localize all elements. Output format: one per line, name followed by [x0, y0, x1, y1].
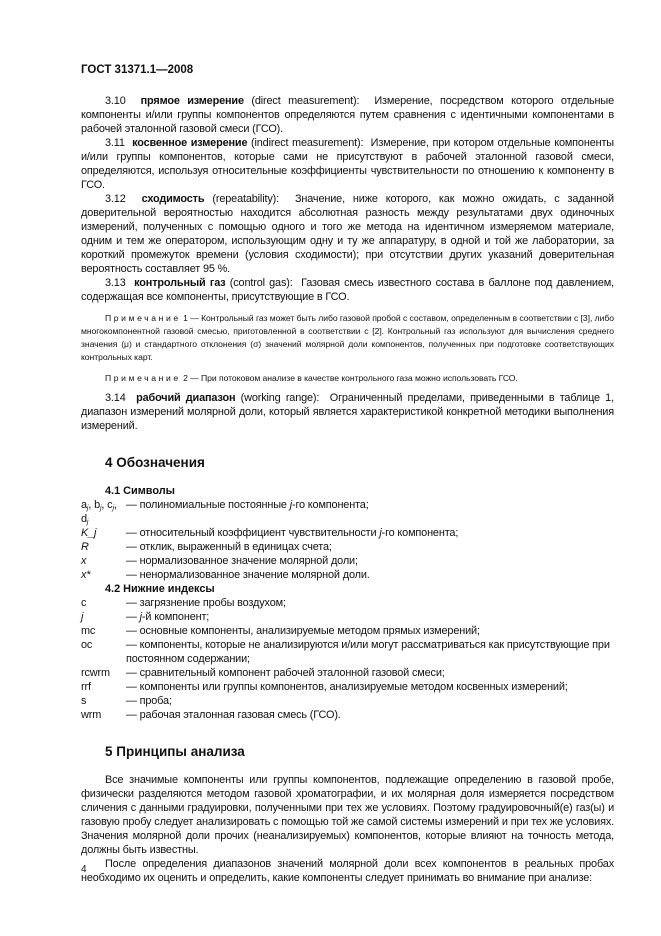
note-num: 1	[183, 313, 188, 323]
symbol: rrf	[81, 681, 91, 693]
section-4-title: 4 Обозначения	[105, 455, 205, 470]
symbol-description: — загрязнение пробы воздухом;	[126, 597, 286, 609]
symbol-description: — j-й компонент;	[126, 611, 210, 623]
definitions	[81, 94, 614, 304]
list-item	[81, 526, 614, 540]
symbol-description: — отклик, выраженный в единицах счета;	[126, 541, 332, 553]
symbol-description: — компоненты или группы компонентов, анализируемые методом косвенных измерений;	[126, 681, 568, 693]
symbol-description: — основные компоненты, анализируемые методом прямых измерений;	[126, 625, 480, 637]
list-item	[81, 694, 614, 708]
list-item	[81, 680, 614, 694]
list-item	[81, 554, 614, 568]
list-item	[81, 540, 614, 554]
definition-3-11	[81, 136, 614, 192]
def-en: (working range):	[240, 392, 320, 404]
symbol: K_j	[81, 527, 97, 539]
symbol: oc	[81, 639, 93, 651]
symbol-description: — компоненты, которые не анализируются и/или могут рассматриваться как присутствующие при постоянном содержании;	[126, 639, 610, 665]
def-en: (direct measurement):	[251, 95, 360, 107]
symbol: mc	[81, 625, 96, 637]
section-4-1-title: 4.1 Символы	[105, 485, 175, 497]
symbol-description: — относительный коэффициент чувствительности j-го компонента;	[126, 527, 459, 539]
definition-3-10	[81, 94, 614, 136]
note	[81, 312, 614, 364]
note-num: 2	[183, 373, 188, 383]
definition-3-13	[81, 276, 614, 304]
symbol: $a_j$, $b_j$, $c_j$, $d_j$	[81, 499, 117, 526]
def-text: Газовая смесь известного состава в баллоне под давлением, содержащая все компоненты, присутствующие в ГСО.	[81, 277, 614, 303]
def-num: 3.11	[105, 137, 125, 149]
note	[81, 372, 614, 385]
symbol: c	[81, 597, 87, 609]
list-item	[81, 624, 614, 638]
symbol: j	[81, 611, 84, 623]
symbol: R	[81, 541, 89, 553]
def-en: (indirect measurement):	[251, 137, 364, 149]
symbols-list	[81, 498, 614, 582]
def-term: косвенное измерение	[132, 137, 248, 149]
def-num: 3.12	[105, 193, 126, 205]
section-5-title: 5 Принципы анализа	[105, 744, 245, 759]
list-item	[81, 568, 614, 582]
def-num: 3.14	[105, 392, 126, 404]
note-text: — Контрольный газ может быть либо газовой пробой с составом, определенным в соответствии с [3], либо многокомпонентной газовой смесью, приготовленной в соответствии с [2]. Контрольный газ используют для вычисления среднего значения (μ) и стандартного отклонения (σ) значений молярной доли компонентов, полученных при подготовке соответствующих контрольных карт.	[81, 313, 615, 362]
document-page	[81, 64, 614, 885]
symbol: wrm	[81, 709, 102, 721]
symbol: rcwrm	[81, 667, 110, 679]
def-term: сходимость	[141, 193, 205, 205]
def-term: рабочий диапазон	[136, 392, 236, 404]
def-num: 3.10	[105, 95, 126, 107]
symbol: s	[81, 695, 87, 707]
note-text: — При потоковом анализе в качестве контрольного газа можно использовать ГСО.	[190, 373, 518, 383]
def-text: Значение, ниже которого, как можно ожидать, с заданной доверительной вероятностью находится абсолютная разность между результатами двух одиночных измерений, полученных с помощью одного и того же метода на идентичном измеряемом материале, одним и тем же оператором, использующим одну и ту же аппаратуру, в одной и той же лаборатории, за короткий промежуток времени (условия сходимости); при отсутствии других указаний доверительная вероятность составляет 95 %.	[81, 193, 614, 275]
def-text: Измерение, посредством которого отдельные компоненты и/или группы компонентов определяются путем сравнения с идентичными компонентами в рабочей эталонной газовой смеси (ГСО).	[81, 95, 614, 135]
symbol-description: — проба;	[126, 695, 172, 707]
list-item	[81, 666, 614, 680]
note-label: Примечание	[105, 373, 181, 383]
section-5-paragraph: Все значимые компоненты или группы компонентов, подлежащие определению в газовой пробе, физически разделяются методом газовой хроматографии, и их молярная доля измеряется посредством сличения с данными градуировки, полученными при тех же условиях. Поэтому градуировочный(е) газ(ы) и газовую пробу следует анализировать с помощью той же самой системы измерений и при тех же условиях. Значения молярной доли прочих (неанализируемых) компонентов, которые влияют на точность метода, должны быть известны.	[81, 774, 614, 856]
symbol-description: — нормализованное значение молярной доли;	[126, 555, 358, 567]
def-text: Ограниченный пределами, приведенными в таблице 1, диапазон измерений молярной доли, который является характеристикой конкретной методики выполнения измерений.	[81, 392, 614, 432]
definition-3-14	[81, 391, 614, 433]
notes	[81, 312, 614, 385]
section-5-paragraph: После определения диапазонов значений молярной доли всех компонентов в реальных пробах необходимо их оценить и определить, какие компоненты следует принимать во внимание при анализе:	[81, 858, 614, 884]
list-item	[81, 638, 614, 666]
note-label: Примечание	[105, 313, 181, 323]
symbol-description: — полиномиальные постоянные j-го компонента;	[126, 499, 369, 511]
page-number: 4	[81, 864, 87, 875]
def-en: (control gas):	[229, 277, 293, 289]
list-item	[81, 708, 614, 722]
definition-3-12	[81, 192, 614, 276]
standard-header: ГОСТ 31371.1—2008	[81, 64, 194, 76]
symbol-description: — ненормализованное значение молярной доли.	[126, 569, 370, 581]
symbol: x*	[81, 569, 91, 581]
def-term: прямое измерение	[140, 95, 244, 107]
list-item	[81, 596, 614, 610]
def-term: контрольный газ	[134, 277, 226, 289]
symbol-description: — сравнительный компонент рабочей эталонной газовой смеси;	[126, 667, 445, 679]
list-item	[81, 498, 614, 526]
symbol-description: — рабочая эталонная газовая смесь (ГСО).	[126, 709, 341, 721]
list-item	[81, 610, 614, 624]
def-num: 3.13	[105, 277, 126, 289]
def-en: (repeatability):	[212, 193, 279, 205]
symbol: x	[81, 555, 87, 567]
subscripts-list	[81, 596, 614, 722]
def-text: Измерение, при котором отдельные компоненты и/или группы компонентов, которые сами не присутствуют в рабочей эталонной газовой смеси, определяются, используя относительные коэффициенты чувствительности по отношению к компоненту в ГСО.	[81, 137, 614, 191]
section-4-2-title: 4.2 Нижние индексы	[105, 583, 215, 595]
